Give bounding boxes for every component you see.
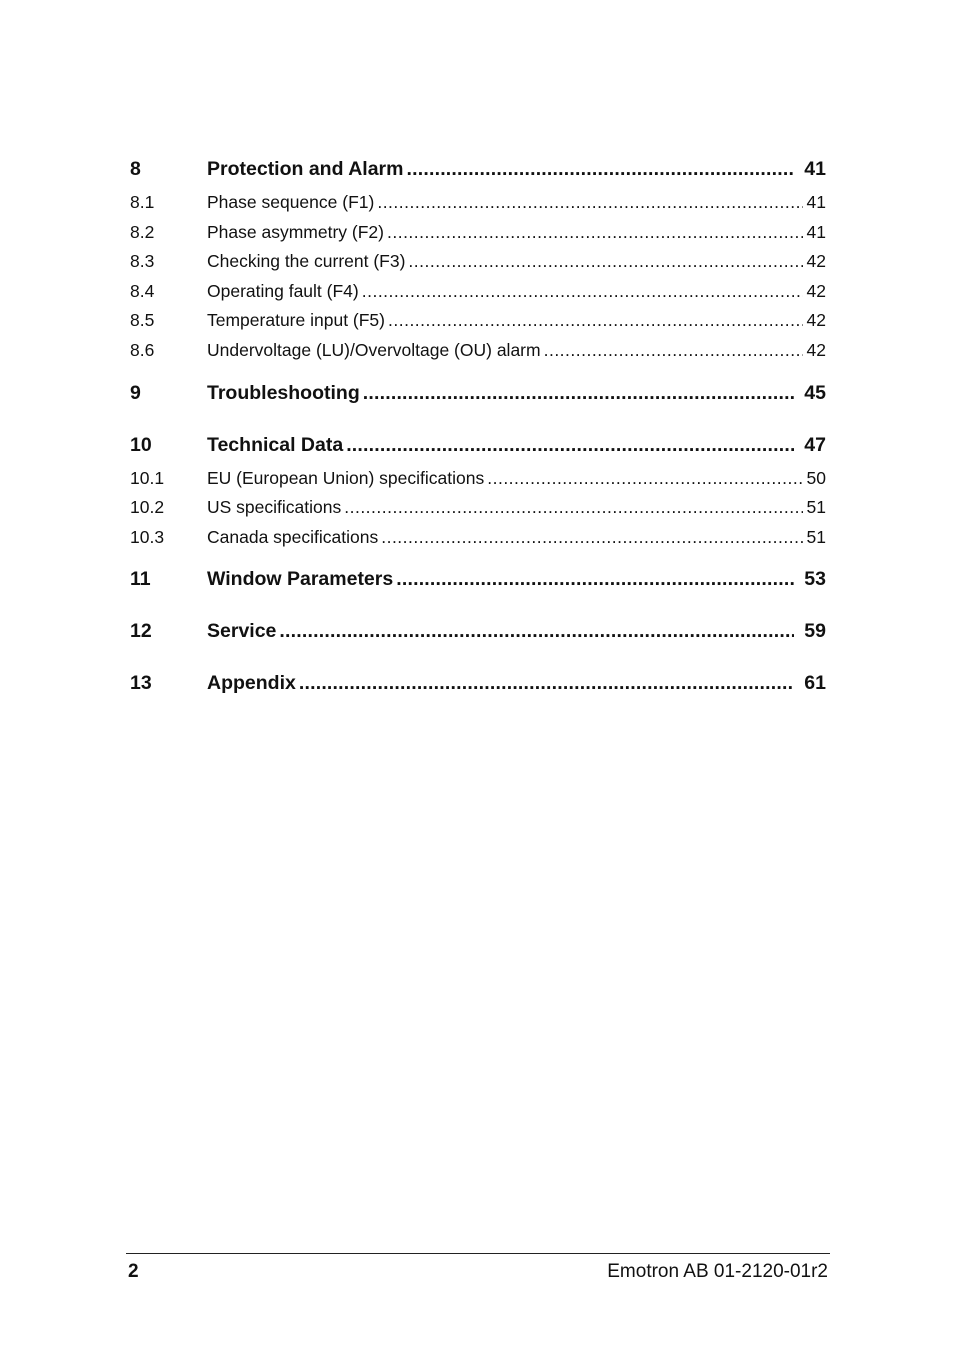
toc-title: Window Parameters xyxy=(207,568,394,591)
footer-page-number: 2 xyxy=(128,1261,139,1282)
toc-number: 8.5 xyxy=(130,310,155,331)
toc-section-8-4[interactable] xyxy=(130,277,826,307)
dot-leader xyxy=(381,523,802,553)
dot-leader xyxy=(346,427,794,463)
toc-section-10-2[interactable] xyxy=(130,493,826,523)
toc-number: 8.6 xyxy=(130,339,155,360)
toc-title: Phase asymmetry (F2) xyxy=(207,221,384,242)
toc-title: Technical Data xyxy=(207,433,344,456)
dot-leader xyxy=(388,306,803,336)
toc-number: 12 xyxy=(130,620,152,643)
toc-title: Temperature input (F5) xyxy=(207,310,385,331)
toc-number: 8.3 xyxy=(130,251,155,272)
dot-leader xyxy=(487,464,802,494)
toc-page: 51 xyxy=(806,497,826,518)
toc-title: EU (European Union) specifications xyxy=(207,467,485,488)
toc-number: 9 xyxy=(130,381,141,404)
toc-title: Protection and Alarm xyxy=(207,158,404,180)
toc-page: 51 xyxy=(806,526,826,547)
toc-title: US specifications xyxy=(207,497,342,518)
toc-page: 45 xyxy=(804,381,826,404)
footer-document-id: Emotron AB 01-2120-01r2 xyxy=(607,1261,828,1282)
toc-page: 59 xyxy=(804,620,826,643)
toc-page: 47 xyxy=(804,433,826,456)
toc-section-10-3[interactable] xyxy=(130,523,826,553)
dot-leader xyxy=(408,247,802,277)
dot-leader xyxy=(344,493,802,523)
toc-section-8-1[interactable] xyxy=(130,188,826,218)
toc-page: 50 xyxy=(806,467,826,488)
toc-page: 61 xyxy=(804,672,826,695)
footer-divider xyxy=(126,1253,830,1254)
toc-chapter-10[interactable] xyxy=(130,427,826,463)
toc-number: 8.4 xyxy=(130,280,155,301)
toc-title: Appendix xyxy=(207,672,296,695)
toc-page: 41 xyxy=(806,221,826,242)
toc-page: 42 xyxy=(806,280,826,301)
toc-number: 8.1 xyxy=(130,192,155,212)
dot-leader xyxy=(377,188,802,218)
toc-page: 41 xyxy=(806,192,826,212)
dot-leader xyxy=(299,665,794,701)
toc-section-8-5[interactable] xyxy=(130,306,826,336)
toc-title: Canada specifications xyxy=(207,526,379,547)
toc-title: Service xyxy=(207,620,277,643)
toc-number: 10 xyxy=(130,433,152,456)
dot-leader xyxy=(387,218,803,248)
table-of-contents xyxy=(130,151,826,701)
toc-page: 42 xyxy=(806,251,826,272)
toc-chapter-13[interactable] xyxy=(130,665,826,701)
toc-page: 42 xyxy=(806,310,826,331)
dot-leader xyxy=(362,277,803,307)
toc-number: 11 xyxy=(130,568,151,591)
toc-number: 10.3 xyxy=(130,526,165,547)
toc-chapter-9[interactable] xyxy=(130,375,826,411)
toc-number: 8 xyxy=(130,158,141,180)
toc-section-10-1[interactable] xyxy=(130,464,826,494)
toc-page: 41 xyxy=(804,158,826,180)
toc-number: 10.2 xyxy=(130,497,165,518)
toc-section-8-2[interactable] xyxy=(130,218,826,248)
toc-number: 10.1 xyxy=(130,467,165,488)
dot-leader xyxy=(396,561,794,597)
toc-number: 8.2 xyxy=(130,221,155,242)
dot-leader xyxy=(363,375,795,411)
toc-chapter-8[interactable] xyxy=(130,151,826,187)
toc-title: Undervoltage (LU)/Overvoltage (OU) alarm xyxy=(207,339,541,360)
toc-chapter-12[interactable] xyxy=(130,613,826,649)
toc-title: Checking the current (F3) xyxy=(207,251,406,272)
toc-number: 13 xyxy=(130,672,152,695)
toc-title: Troubleshooting xyxy=(207,381,360,404)
toc-chapter-11[interactable] xyxy=(130,561,826,597)
toc-page: 53 xyxy=(804,568,826,591)
toc-section-8-6[interactable] xyxy=(130,336,826,366)
dot-leader xyxy=(544,336,803,366)
toc-title: Operating fault (F4) xyxy=(207,280,359,301)
dot-leader xyxy=(279,613,794,649)
toc-section-8-3[interactable] xyxy=(130,247,826,277)
toc-title: Phase sequence (F1) xyxy=(207,192,375,212)
dot-leader xyxy=(406,151,794,187)
toc-page: 42 xyxy=(806,339,826,360)
